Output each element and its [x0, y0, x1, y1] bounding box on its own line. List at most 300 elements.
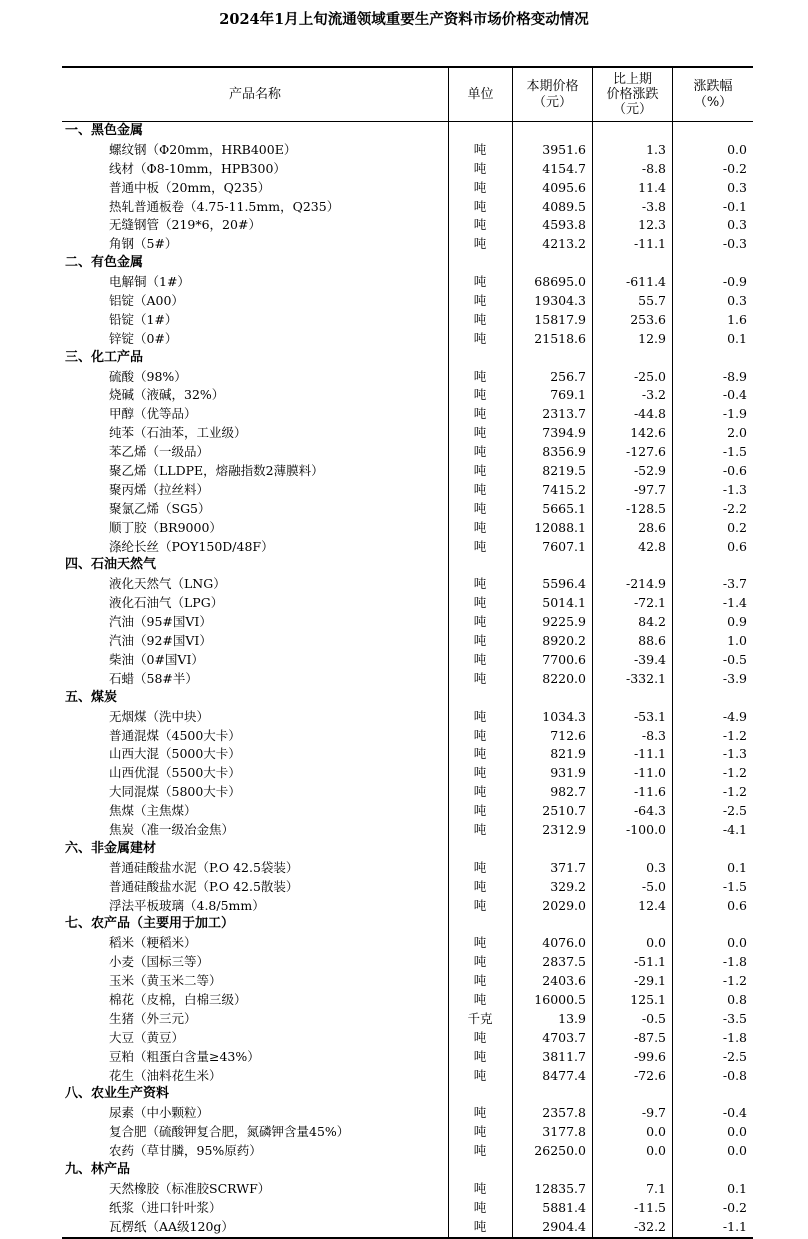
change-cell: -100.0: [625, 821, 666, 837]
change-cell: [592, 254, 672, 273]
price-cell: 982.7: [550, 784, 586, 800]
percent-cell: 0.9: [727, 614, 747, 630]
price-cell: 5596.4: [542, 576, 586, 592]
percent-cell: -1.3: [722, 481, 747, 497]
percent-cell: -1.2: [722, 973, 747, 989]
product-name-cell: 汽油（95#国VI）: [109, 614, 212, 630]
percent-cell: -2.5: [722, 803, 747, 819]
price-cell: 7415.2: [542, 481, 586, 497]
price-cell: 4703.7: [542, 1029, 586, 1045]
product-name-cell: 六、非金属建材: [65, 840, 157, 856]
unit-cell: [448, 915, 512, 934]
change-cell: -9.7: [641, 1105, 666, 1121]
product-name-cell: 聚氯乙烯（SG5）: [109, 500, 211, 516]
change-cell: 142.6: [630, 425, 666, 441]
column-divider: [592, 122, 593, 1237]
change-cell: 11.4: [638, 179, 666, 195]
product-name-cell: 纯苯（石油苯，工业级）: [109, 425, 247, 441]
table-row: [62, 368, 753, 387]
change-cell: -8.8: [641, 160, 666, 176]
price-cell: 15817.9: [534, 311, 586, 327]
change-cell: [592, 556, 672, 575]
price-cell: 4095.6: [542, 179, 586, 195]
price-cell: [512, 254, 592, 273]
percent-cell: -0.9: [722, 274, 747, 290]
price-cell: 7607.1: [542, 538, 586, 554]
percent-cell: 0.0: [727, 1143, 747, 1159]
product-name-cell: 四、石油天然气: [65, 557, 157, 573]
table-header: [62, 68, 753, 122]
product-name-cell: 聚乙烯（LLDPE，熔融指数2薄膜料）: [109, 463, 324, 479]
percent-cell: 1.6: [727, 311, 747, 327]
unit-cell: 吨: [473, 878, 487, 894]
table-row: [62, 708, 753, 727]
change-cell: -51.1: [633, 954, 666, 970]
table-row: [62, 443, 753, 462]
table-row: [62, 405, 753, 424]
table-row: [62, 538, 753, 557]
product-name-cell: 一、黑色金属: [65, 123, 144, 138]
price-cell: 5014.1: [542, 595, 586, 611]
percent-cell: -0.3: [722, 236, 747, 252]
change-cell: 253.6: [630, 311, 666, 327]
percent-cell: -1.5: [722, 444, 747, 460]
change-cell: -52.9: [633, 463, 666, 479]
header-change-percent: 涨跌幅 （%）: [672, 68, 753, 121]
percent-cell: [672, 254, 753, 273]
column-divider: [448, 122, 449, 1237]
price-cell: 2312.9: [542, 821, 586, 837]
percent-cell: -1.9: [722, 406, 747, 422]
price-cell: 8920.2: [542, 633, 586, 649]
change-cell: -332.1: [625, 670, 666, 686]
product-name-cell: 瓦楞纸（AA级120g）: [109, 1218, 234, 1234]
price-cell: 2904.4: [542, 1218, 586, 1234]
change-cell: -53.1: [633, 708, 666, 724]
product-name-cell: 九、林产品: [65, 1161, 131, 1177]
product-name-cell: 棉花（皮棉，白棉三级）: [109, 991, 247, 1007]
price-cell: 7700.6: [542, 651, 586, 667]
change-cell: 55.7: [638, 293, 666, 309]
product-name-cell: 纸浆（进口针叶浆）: [109, 1199, 222, 1215]
percent-cell: [672, 689, 753, 708]
price-cell: [512, 840, 592, 859]
price-cell: 2837.5: [542, 954, 586, 970]
page-title: 2024年1月上旬流通领域重要生产资料市场价格变动情况: [219, 11, 589, 28]
product-name-cell: 角钢（5#）: [109, 236, 178, 252]
percent-cell: 0.2: [727, 519, 747, 535]
change-cell: 42.8: [638, 538, 666, 554]
category-row: [62, 1085, 753, 1104]
unit-cell: 吨: [473, 406, 487, 422]
price-cell: 2510.7: [542, 803, 586, 819]
product-name-cell: 三、化工产品: [65, 349, 144, 365]
percent-cell: -1.2: [722, 784, 747, 800]
unit-cell: [448, 122, 512, 141]
unit-cell: 吨: [473, 1067, 487, 1083]
unit-cell: 吨: [473, 1143, 487, 1159]
price-cell: [512, 349, 592, 368]
price-cell: 4089.5: [542, 198, 586, 214]
unit-cell: 吨: [473, 859, 487, 875]
table-row: [62, 462, 753, 481]
unit-cell: 吨: [473, 746, 487, 762]
unit-cell: 吨: [473, 670, 487, 686]
percent-cell: -3.7: [722, 576, 747, 592]
price-cell: 329.2: [550, 878, 586, 894]
product-name-cell: 花生（油料花生米）: [109, 1067, 222, 1083]
product-name-cell: 铅锭（1#）: [109, 311, 178, 327]
product-name-cell: 豆粕（粗蛋白含量≥43%）: [109, 1048, 260, 1064]
change-cell: -72.6: [633, 1067, 666, 1083]
table-row: [62, 953, 753, 972]
price-table: [62, 66, 753, 1239]
percent-cell: -0.4: [722, 1105, 747, 1121]
header-current-price: 本期价格 （元）: [512, 68, 592, 121]
product-name-cell: 液化石油气（LPG）: [109, 595, 224, 611]
product-name-cell: 烧碱（液碱，32%）: [109, 387, 225, 403]
table-row: [62, 651, 753, 670]
unit-cell: [448, 1085, 512, 1104]
percent-cell: -1.3: [722, 746, 747, 762]
table-row: [62, 1180, 753, 1199]
product-name-cell: 农药（草甘膦，95%原药）: [109, 1143, 262, 1159]
table-row: [62, 481, 753, 500]
price-cell: 2313.7: [542, 406, 586, 422]
product-name-cell: 液化天然气（LNG）: [109, 576, 226, 592]
table-row: [62, 632, 753, 651]
category-row: [62, 349, 753, 368]
product-name-cell: 硫酸（98%）: [109, 368, 187, 384]
unit-cell: 吨: [473, 651, 487, 667]
category-row: [62, 915, 753, 934]
price-cell: 13.9: [558, 1010, 586, 1026]
change-cell: 12.4: [638, 897, 666, 913]
table-row: [62, 1199, 753, 1218]
price-cell: 19304.3: [534, 293, 586, 309]
percent-cell: -8.9: [722, 368, 747, 384]
percent-cell: [672, 349, 753, 368]
percent-cell: -1.5: [722, 878, 747, 894]
change-cell: 0.0: [646, 1143, 666, 1159]
change-cell: 12.9: [638, 330, 666, 346]
table-row: [62, 802, 753, 821]
percent-cell: -1.2: [722, 727, 747, 743]
unit-cell: [448, 349, 512, 368]
percent-cell: -1.8: [722, 1029, 747, 1045]
price-cell: 2029.0: [542, 897, 586, 913]
product-name-cell: 生猪（外三元）: [109, 1010, 197, 1026]
unit-cell: 吨: [473, 387, 487, 403]
product-name-cell: 甲醇（优等品）: [109, 406, 197, 422]
price-cell: [512, 1085, 592, 1104]
unit-cell: 吨: [473, 311, 487, 327]
product-name-cell: 无缝钢管（219*6，20#）: [109, 217, 261, 233]
change-cell: -11.1: [633, 236, 666, 252]
unit-cell: 吨: [473, 1029, 487, 1045]
change-cell: [592, 122, 672, 141]
unit-cell: 吨: [473, 991, 487, 1007]
column-divider: [512, 122, 513, 1237]
table-row: [62, 386, 753, 405]
unit-cell: 吨: [473, 160, 487, 176]
product-name-cell: 稻米（粳稻米）: [109, 935, 197, 951]
change-cell: -72.1: [633, 595, 666, 611]
unit-cell: 吨: [473, 935, 487, 951]
product-name-cell: 五、煤炭: [65, 689, 118, 705]
table-row: [62, 991, 753, 1010]
change-cell: -127.6: [625, 444, 666, 460]
category-row: [62, 840, 753, 859]
price-cell: 12088.1: [534, 519, 586, 535]
change-cell: -87.5: [633, 1029, 666, 1045]
change-cell: -97.7: [633, 481, 666, 497]
price-cell: [512, 1161, 592, 1180]
percent-cell: 0.1: [727, 859, 747, 875]
product-name-cell: 顺丁胶（BR9000）: [109, 519, 222, 535]
table-row: [62, 292, 753, 311]
unit-cell: 吨: [473, 727, 487, 743]
product-name-cell: 尿素（中小颗粒）: [109, 1105, 210, 1121]
table-row: [62, 594, 753, 613]
product-name-cell: 苯乙烯（一级品）: [109, 444, 210, 460]
percent-cell: [672, 1161, 753, 1180]
product-name-cell: 天然橡胶（标准胶SCRWF）: [109, 1180, 271, 1196]
product-name-cell: 汽油（92#国VI）: [109, 633, 212, 649]
percent-cell: -4.9: [722, 708, 747, 724]
product-name-cell: 玉米（黄玉米二等）: [109, 973, 222, 989]
price-cell: 931.9: [550, 765, 586, 781]
unit-cell: [448, 556, 512, 575]
price-cell: 5881.4: [542, 1199, 586, 1215]
product-name-cell: 螺纹钢（Φ20mm，HRB400E）: [109, 141, 297, 157]
category-row: [62, 556, 753, 575]
change-cell: -11.1: [633, 746, 666, 762]
product-name-cell: 复合肥（硫酸钾复合肥，氮磷钾含量45%）: [109, 1124, 350, 1140]
table-row: [62, 1218, 753, 1237]
table-row: [62, 1029, 753, 1048]
unit-cell: 吨: [473, 1180, 487, 1196]
change-cell: [592, 1161, 672, 1180]
unit-cell: 吨: [473, 519, 487, 535]
percent-cell: [672, 840, 753, 859]
percent-cell: -0.4: [722, 387, 747, 403]
percent-cell: -1.1: [722, 1218, 747, 1234]
change-cell: 1.3: [646, 141, 666, 157]
table-row: [62, 727, 753, 746]
header-product-name: 产品名称: [228, 86, 281, 102]
unit-cell: 吨: [473, 954, 487, 970]
product-name-cell: 普通硅酸盐水泥（P.O 42.5袋装）: [109, 859, 299, 875]
price-cell: 21518.6: [534, 330, 586, 346]
price-cell: 256.7: [550, 368, 586, 384]
product-name-cell: 锌锭（0#）: [109, 330, 178, 346]
price-cell: 9225.9: [542, 614, 586, 630]
change-cell: 84.2: [638, 614, 666, 630]
percent-cell: 0.1: [727, 330, 747, 346]
unit-cell: 吨: [473, 293, 487, 309]
change-cell: [592, 840, 672, 859]
unit-cell: 千克: [467, 1010, 493, 1026]
price-cell: 4154.7: [542, 160, 586, 176]
percent-cell: 2.0: [727, 425, 747, 441]
product-name-cell: 线材（Φ8-10mm，HPB300）: [109, 160, 286, 176]
change-cell: 125.1: [630, 991, 666, 1007]
price-cell: 16000.5: [534, 991, 586, 1007]
table-row: [62, 519, 753, 538]
product-name-cell: 八、农业生产资料: [65, 1086, 170, 1102]
unit-cell: 吨: [473, 614, 487, 630]
product-name-cell: 电解铜（1#）: [109, 274, 190, 290]
price-cell: 712.6: [550, 727, 586, 743]
unit-cell: 吨: [473, 236, 487, 252]
table-row: [62, 160, 753, 179]
product-name-cell: 涤纶长丝（POY150D/48F）: [109, 538, 274, 554]
table-row: [62, 500, 753, 519]
table-row: [62, 216, 753, 235]
price-cell: 5665.1: [542, 500, 586, 516]
unit-cell: 吨: [473, 481, 487, 497]
percent-cell: -1.2: [722, 765, 747, 781]
change-cell: -128.5: [625, 500, 666, 516]
product-name-cell: 热轧普通板卷（4.75-11.5mm，Q235）: [109, 198, 340, 214]
price-cell: 3177.8: [542, 1124, 586, 1140]
price-cell: 2357.8: [542, 1105, 586, 1121]
percent-cell: -0.1: [722, 198, 747, 214]
percent-cell: -3.9: [722, 670, 747, 686]
header-price-change: 比上期 价格涨跌 （元）: [592, 68, 672, 121]
table-row: [62, 273, 753, 292]
price-cell: 8220.0: [542, 670, 586, 686]
price-cell: 1034.3: [542, 708, 586, 724]
change-cell: 0.0: [646, 1124, 666, 1140]
change-cell: -11.6: [633, 784, 666, 800]
percent-cell: 0.1: [727, 1180, 747, 1196]
percent-cell: 0.0: [727, 1124, 747, 1140]
category-row: [62, 1161, 753, 1180]
table-row: [62, 745, 753, 764]
table-row: [62, 330, 753, 349]
change-cell: -8.3: [641, 727, 666, 743]
unit-cell: 吨: [473, 708, 487, 724]
unit-cell: 吨: [473, 425, 487, 441]
change-cell: -44.8: [633, 406, 666, 422]
unit-cell: 吨: [473, 576, 487, 592]
table-row: [62, 1104, 753, 1123]
percent-cell: 0.8: [727, 991, 747, 1007]
price-cell: [512, 915, 592, 934]
percent-cell: -0.2: [722, 1199, 747, 1215]
price-cell: 769.1: [550, 387, 586, 403]
unit-cell: 吨: [473, 784, 487, 800]
percent-cell: 0.6: [727, 538, 747, 554]
product-name-cell: 聚丙烯（拉丝料）: [109, 481, 210, 497]
unit-cell: 吨: [473, 179, 487, 195]
table-row: [62, 897, 753, 916]
change-cell: -11.0: [633, 765, 666, 781]
change-cell: 0.0: [646, 935, 666, 951]
unit-cell: 吨: [473, 803, 487, 819]
price-cell: [512, 556, 592, 575]
product-name-cell: 石蜡（58#半）: [109, 670, 198, 686]
unit-cell: [448, 254, 512, 273]
table-row: [62, 1142, 753, 1161]
unit-cell: 吨: [473, 1105, 487, 1121]
change-cell: -3.2: [641, 387, 666, 403]
unit-cell: 吨: [473, 500, 487, 516]
percent-cell: 0.3: [727, 179, 747, 195]
price-cell: 26250.0: [534, 1143, 586, 1159]
unit-cell: [448, 689, 512, 708]
price-cell: 4076.0: [542, 935, 586, 951]
table-row: [62, 972, 753, 991]
change-cell: -11.5: [633, 1199, 666, 1215]
product-name-cell: 山西优混（5500大卡）: [109, 765, 241, 781]
price-cell: [512, 689, 592, 708]
price-cell: 8477.4: [542, 1067, 586, 1083]
change-cell: [592, 1085, 672, 1104]
table-row: [62, 764, 753, 783]
percent-cell: 0.3: [727, 293, 747, 309]
product-name-cell: 焦煤（主焦煤）: [109, 803, 197, 819]
price-cell: 2403.6: [542, 973, 586, 989]
change-cell: -64.3: [633, 803, 666, 819]
unit-cell: 吨: [473, 330, 487, 346]
unit-cell: 吨: [473, 538, 487, 554]
product-name-cell: 焦炭（准一级冶金焦）: [109, 821, 235, 837]
percent-cell: [672, 915, 753, 934]
change-cell: [592, 689, 672, 708]
table-row: [62, 1067, 753, 1086]
header-unit: 单位: [448, 68, 512, 121]
product-name-cell: 铝锭（A00）: [109, 293, 184, 309]
table-row: [62, 1123, 753, 1142]
unit-cell: 吨: [473, 463, 487, 479]
unit-cell: 吨: [473, 217, 487, 233]
change-cell: [592, 915, 672, 934]
price-cell: [512, 122, 592, 141]
percent-cell: 0.3: [727, 217, 747, 233]
table-row: [62, 859, 753, 878]
percent-cell: -1.8: [722, 954, 747, 970]
percent-cell: 1.0: [727, 633, 747, 649]
product-name-cell: 无烟煤（洗中块）: [109, 708, 210, 724]
unit-cell: 吨: [473, 1218, 487, 1234]
table-row: [62, 424, 753, 443]
change-cell: 0.3: [646, 859, 666, 875]
change-cell: -39.4: [633, 651, 666, 667]
product-name-cell: 浮法平板玻璃（4.8/5mm）: [109, 897, 265, 913]
product-name-cell: 大同混煤（5800大卡）: [109, 784, 241, 800]
change-cell: -611.4: [625, 274, 666, 290]
change-cell: [592, 349, 672, 368]
table-row: [62, 1048, 753, 1067]
percent-cell: -1.4: [722, 595, 747, 611]
change-cell: -5.0: [641, 878, 666, 894]
unit-cell: 吨: [473, 444, 487, 460]
change-cell: -3.8: [641, 198, 666, 214]
price-cell: 8356.9: [542, 444, 586, 460]
percent-cell: -0.6: [722, 463, 747, 479]
price-cell: 8219.5: [542, 463, 586, 479]
unit-cell: 吨: [473, 633, 487, 649]
product-name-cell: 普通中板（20mm，Q235）: [109, 179, 271, 195]
product-name-cell: 二、有色金属: [65, 255, 144, 271]
product-name-cell: 普通硅酸盐水泥（P.O 42.5散装）: [109, 878, 299, 894]
change-cell: -99.6: [633, 1048, 666, 1064]
unit-cell: 吨: [473, 274, 487, 290]
percent-cell: [672, 1085, 753, 1104]
